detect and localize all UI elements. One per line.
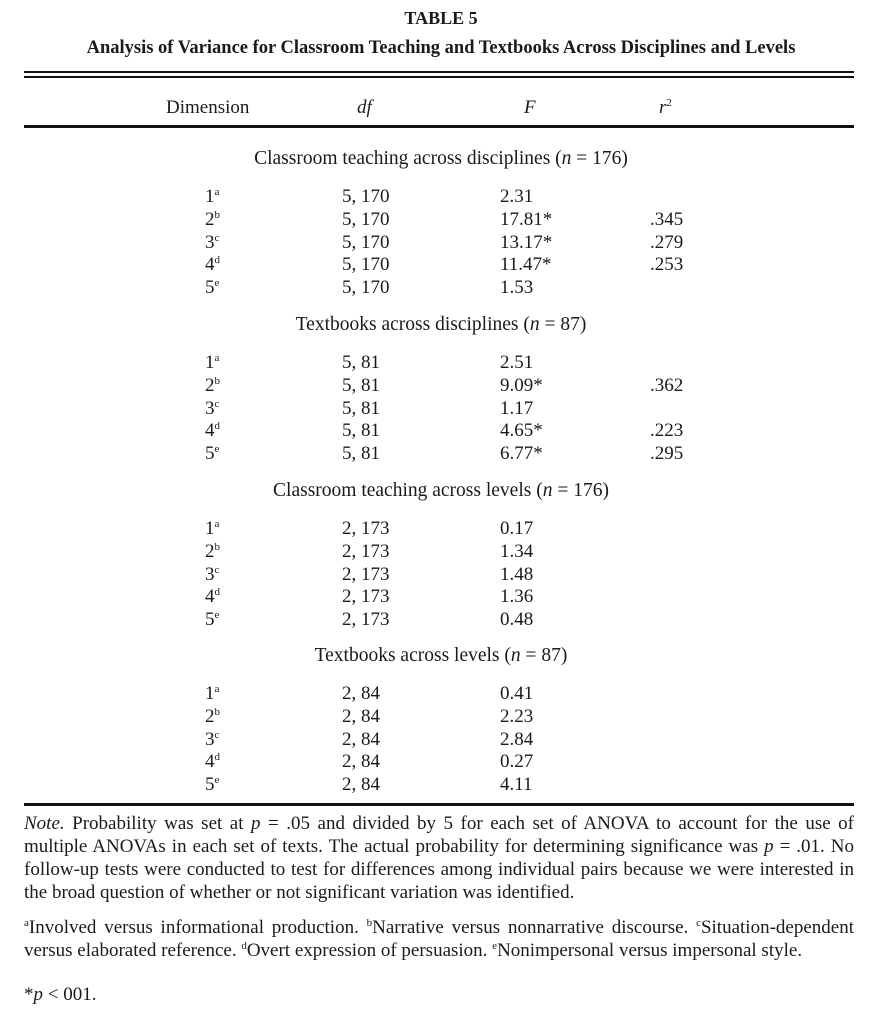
cell-df: 2, 84 <box>342 705 380 727</box>
cell-dimension <box>205 443 219 465</box>
section-heading-text: Classroom teaching across levels ( <box>273 480 543 501</box>
footnote-c-marker: c <box>696 917 701 929</box>
dimension-number: 5 <box>205 774 215 796</box>
cell-dimension <box>205 518 219 540</box>
table-label: TABLE 5 <box>404 8 478 28</box>
dimension-footnote-marker: a <box>214 352 220 364</box>
dimension-footnote-marker: d <box>214 254 220 267</box>
cell-dimension <box>205 729 219 751</box>
section-n-value: = 87) <box>520 645 568 666</box>
cell-f: 6.77* <box>500 443 543 465</box>
section-n-symbol: n <box>529 314 540 335</box>
table-row <box>0 254 882 277</box>
cell-dimension <box>205 209 220 231</box>
dimension-number: 1 <box>205 683 215 704</box>
section-n-value: = 176) <box>552 480 609 501</box>
cell-f: 11.47* <box>500 254 552 276</box>
cell-f: 1.34 <box>500 540 534 562</box>
header-rule <box>24 125 854 128</box>
cell-f: 1.53 <box>500 277 534 299</box>
table-row <box>0 774 882 797</box>
cell-df: 2, 173 <box>342 563 390 585</box>
table-row <box>0 706 882 729</box>
dimension-number: 2 <box>205 540 215 562</box>
table-title: Analysis of Variance for Classroom Teaching and Textbooks Across Disciplines and Levels <box>86 38 796 58</box>
dimension-number: 2 <box>205 208 215 230</box>
table-row <box>0 751 882 774</box>
dimension-footnote-marker: d <box>214 751 220 764</box>
cell-df: 2, 84 <box>342 683 380 704</box>
footnote-d: Overt expression of persuasion. <box>246 939 493 961</box>
cell-f: 0.48 <box>500 609 534 631</box>
cell-f: 4.11 <box>500 774 533 796</box>
section-heading <box>0 314 882 336</box>
cell-df: 5, 170 <box>342 277 390 299</box>
dimension-number: 4 <box>205 586 215 608</box>
table-row <box>0 277 882 300</box>
cell-f: 1.36 <box>500 586 534 608</box>
table-row <box>0 443 882 466</box>
dimension-number: 3 <box>205 231 215 253</box>
dimension-number: 4 <box>205 254 215 276</box>
cell-r-squared: .279 <box>650 231 684 253</box>
footnote-d-marker: d <box>241 939 247 952</box>
cell-df: 5, 81 <box>342 374 380 396</box>
top-rule-thin <box>24 76 854 78</box>
header-r-squared <box>659 97 672 119</box>
dimension-number: 2 <box>205 374 215 396</box>
cell-r-squared: .253 <box>650 254 684 276</box>
footnote-c: Situation-dependent versus elaborated reference. <box>24 917 854 961</box>
cell-df: 2, 173 <box>342 540 390 562</box>
cell-df: 2, 84 <box>342 774 380 796</box>
dimension-footnote-marker: e <box>214 277 220 290</box>
significance-text: < 001. <box>43 984 97 1005</box>
dimension-footnote-marker: c <box>214 563 220 576</box>
dimension-footnote-marker: b <box>214 374 220 387</box>
section-heading-text: Textbooks across disciplines ( <box>295 314 530 335</box>
table-note <box>24 812 854 904</box>
cell-f: 1.17 <box>500 397 534 419</box>
table-row <box>0 609 882 632</box>
table-row <box>0 232 882 255</box>
cell-df: 5, 170 <box>342 231 390 253</box>
section-n-symbol: n <box>561 148 572 169</box>
dimension-number: 2 <box>205 705 215 727</box>
dimension-footnote-marker: d <box>214 420 220 433</box>
significance-note <box>24 984 96 1006</box>
table-row <box>0 729 882 752</box>
section-n-symbol: n <box>510 645 521 666</box>
dimension-number: 1 <box>205 186 215 207</box>
cell-r-squared: .295 <box>650 443 684 465</box>
cell-f: 17.81* <box>500 208 553 230</box>
cell-f: 2.31 <box>500 186 534 207</box>
table-row <box>0 564 882 587</box>
cell-f: 2.51 <box>500 352 534 373</box>
note-p-2: p <box>764 836 774 857</box>
table-row <box>0 398 882 421</box>
table-row <box>0 541 882 564</box>
cell-dimension <box>205 609 219 631</box>
table-row <box>0 375 882 398</box>
dimension-footnote-marker: b <box>214 540 220 553</box>
cell-df: 5, 170 <box>342 208 390 230</box>
cell-dimension <box>205 774 219 796</box>
dimension-number: 3 <box>205 563 215 585</box>
table-row <box>0 683 882 706</box>
dimension-number: 1 <box>205 352 215 373</box>
cell-df: 2, 173 <box>342 609 390 631</box>
dimension-footnote-marker: c <box>214 397 220 410</box>
cell-f: 9.09* <box>500 374 543 396</box>
dimension-number: 5 <box>205 609 215 631</box>
section-heading <box>0 645 882 667</box>
dimension-footnote-marker: b <box>214 208 220 221</box>
cell-dimension <box>205 277 219 299</box>
cell-f: 4.65* <box>500 420 543 442</box>
section-n-symbol: n <box>542 480 553 501</box>
dimension-number: 5 <box>205 443 215 465</box>
top-rule <box>24 71 854 73</box>
table-row <box>0 420 882 443</box>
cell-f: 0.41 <box>500 683 534 704</box>
significance-p: p <box>33 984 43 1005</box>
dimension-number: 3 <box>205 397 215 419</box>
cell-dimension <box>205 706 220 728</box>
dimension-footnote-marker: d <box>214 586 220 599</box>
footnote-a-marker: a <box>24 917 29 929</box>
dimension-footnotes <box>24 917 854 962</box>
footnote-b-marker: b <box>366 917 373 929</box>
cell-r-squared: .345 <box>650 208 684 230</box>
cell-df: 5, 170 <box>342 186 390 207</box>
cell-dimension <box>205 564 219 586</box>
section-n-value: = 87) <box>539 314 587 335</box>
cell-dimension <box>205 232 219 254</box>
cell-dimension <box>205 352 219 374</box>
significance-star: * <box>24 984 34 1005</box>
dimension-footnote-marker: e <box>214 443 220 456</box>
dimension-footnote-marker: a <box>214 186 220 198</box>
cell-df: 5, 81 <box>342 420 380 442</box>
note-p-1: p <box>251 813 261 834</box>
note-text-3: = .01. No follow-up tests were conducted to test for differences among individual pairs because we were interested in the broad question of whether or not significant variation was identified. <box>24 836 854 903</box>
table-row <box>0 186 882 209</box>
cell-df: 5, 81 <box>342 443 380 465</box>
section-heading-text: Classroom teaching across disciplines ( <box>254 148 562 169</box>
cell-r-squared: .223 <box>650 420 684 442</box>
dimension-number: 5 <box>205 277 215 299</box>
dimension-footnote-marker: e <box>214 609 220 622</box>
cell-dimension <box>205 586 220 608</box>
cell-dimension <box>205 751 220 773</box>
cell-r-squared: .362 <box>650 374 684 396</box>
footnote-e-marker: e <box>492 939 498 952</box>
header-df: df <box>357 97 372 118</box>
table-row <box>0 586 882 609</box>
dimension-number: 4 <box>205 420 215 442</box>
footnote-e: Nonimpersonal versus impersonal style. <box>497 939 803 961</box>
cell-f: 13.17* <box>500 231 553 253</box>
cell-f: 2.84 <box>500 728 534 750</box>
table-row <box>0 518 882 541</box>
section-n-value: = 176) <box>571 148 628 169</box>
table-row <box>0 352 882 375</box>
cell-df: 2, 84 <box>342 751 380 773</box>
cell-f: 2.23 <box>500 705 534 727</box>
cell-dimension <box>205 254 220 276</box>
dimension-number: 3 <box>205 728 215 750</box>
dimension-footnote-marker: b <box>214 705 220 718</box>
cell-df: 5, 81 <box>342 352 380 373</box>
note-text-2: = .05 and divided by 5 for each set of ANOVA to account for the use of multiple ANOVAs in each set of texts. The actual probability for determining significance was <box>24 813 854 857</box>
footnote-b: Narrative versus nonnarrative discourse. <box>372 917 697 938</box>
bottom-rule <box>24 803 854 806</box>
cell-df: 2, 84 <box>342 728 380 750</box>
cell-f: 0.17 <box>500 518 534 539</box>
dimension-footnote-marker: e <box>214 774 220 787</box>
cell-dimension <box>205 375 220 397</box>
note-text-1: Probability was set at <box>64 813 252 834</box>
dimension-number: 1 <box>205 518 215 539</box>
cell-dimension <box>205 398 219 420</box>
cell-df: 5, 170 <box>342 254 390 276</box>
cell-df: 2, 173 <box>342 586 390 608</box>
cell-dimension <box>205 541 220 563</box>
section-heading <box>0 148 882 170</box>
dimension-number: 4 <box>205 751 215 773</box>
dimension-footnote-marker: a <box>214 683 220 695</box>
dimension-footnote-marker: a <box>214 518 220 530</box>
header-r-sup: 2 <box>666 97 672 109</box>
footnote-a: Involved versus informational production. <box>28 917 367 938</box>
note-label: Note. <box>24 813 65 834</box>
section-heading <box>0 480 882 502</box>
table-row <box>0 209 882 232</box>
header-r-base: r <box>659 97 667 118</box>
header-dimension: Dimension <box>166 97 250 118</box>
header-f: F <box>524 97 536 118</box>
cell-f: 0.27 <box>500 751 534 773</box>
cell-df: 5, 81 <box>342 397 380 419</box>
cell-f: 1.48 <box>500 563 534 585</box>
cell-dimension <box>205 186 219 208</box>
cell-df: 2, 173 <box>342 518 390 539</box>
dimension-footnote-marker: c <box>214 728 220 741</box>
cell-dimension <box>205 420 220 442</box>
dimension-footnote-marker: c <box>214 231 220 244</box>
cell-dimension <box>205 683 219 705</box>
section-heading-text: Textbooks across levels ( <box>314 645 511 666</box>
